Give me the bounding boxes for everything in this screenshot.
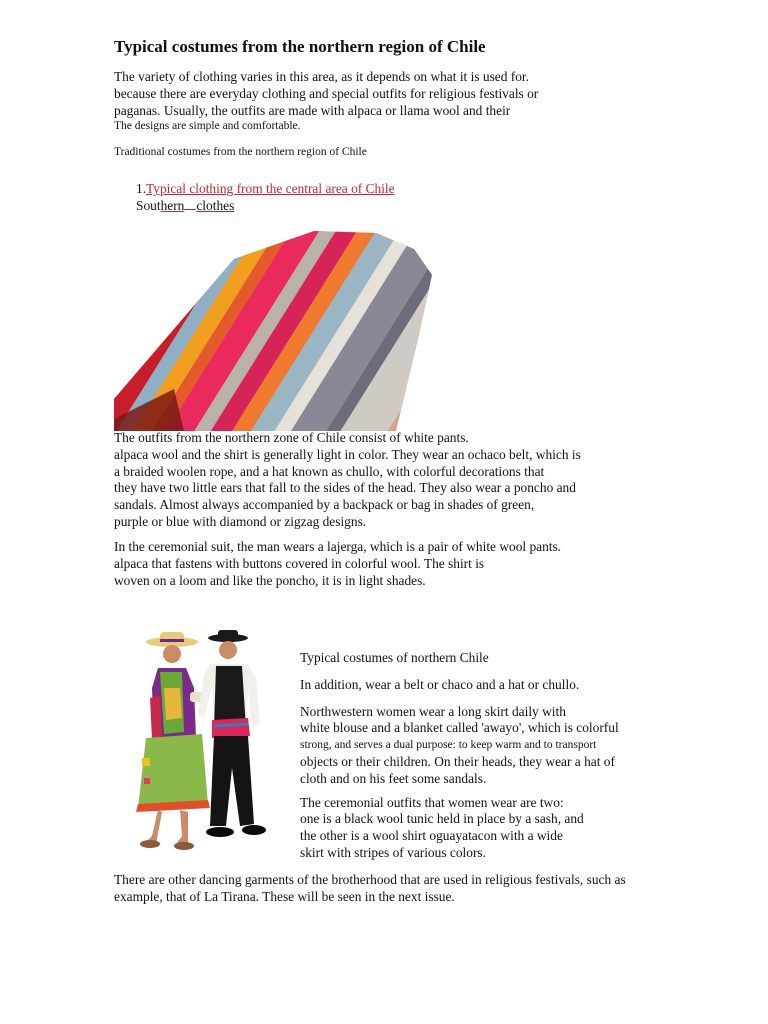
ceremonial-paragraph <box>114 539 714 589</box>
paragraph-line: white blouse and a blanket called 'awayo', which is colorful <box>300 720 619 736</box>
southern-clothes-link-part[interactable]: clothes <box>196 198 235 213</box>
paragraph-line: one is a black wool tunic held in place by a sash, and <box>300 811 584 827</box>
woman-figure <box>136 632 210 850</box>
intro-paragraph <box>114 69 674 133</box>
paragraph-line: Northwestern women wear a long skirt daily with <box>300 703 566 719</box>
intro-line: because there are everyday clothing and special outfits for religious festivals or <box>114 85 539 101</box>
link-list <box>136 180 395 214</box>
right-column-heading: Typical costumes of northern Chile <box>300 650 489 665</box>
paragraph-line: skirt with stripes of various colors. <box>300 844 486 860</box>
paragraph-line: the other is a wool shirt oguayatacon with a wide <box>300 828 563 844</box>
paragraph-line: There are other dancing garments of the brotherhood that are used in religious festivals, such as <box>114 872 626 887</box>
paragraph-line: objects or their children. On their heads, they wear a hat of <box>300 753 615 769</box>
northern-outfit-paragraph <box>114 430 714 531</box>
paragraph-line: woven on a loom and like the poncho, it is in light shades. <box>114 572 426 588</box>
intro-line: The variety of clothing varies in this area, as it depends on what it is used for. <box>114 69 530 84</box>
striped-textile-image <box>114 229 434 431</box>
paragraph-line: they have two little ears that fall to the sides of the head. They also wear a poncho and <box>114 480 576 496</box>
paragraph-line: strong, and serves a dual purpose: to keep warm and to transport <box>300 739 597 752</box>
belt-sentence: In addition, wear a belt or chaco and a hat or chullo. <box>300 676 580 692</box>
list-item <box>136 180 395 197</box>
dancing-couple-image <box>124 628 284 852</box>
paragraph-line: alpaca that fastens with buttons covered in colorful wool. The shirt is <box>114 555 485 571</box>
closing-paragraph <box>114 872 734 906</box>
list-item[interactable] <box>136 197 395 214</box>
intro-small-line: The designs are simple and comfortable. <box>114 120 301 133</box>
paragraph-line: cloth and on his feet some sandals. <box>300 770 487 786</box>
paragraph-line: sandals. Almost always accompanied by a backpack or bag in shades of green, <box>114 497 535 513</box>
intro-line: paganas. Usually, the outfits are made with alpaca or llama wool and their <box>114 102 511 118</box>
paragraph-line: In the ceremonial suit, the man wears a lajerga, which is a pair of white wool pants. <box>114 539 562 554</box>
paragraph-line: a braided woolen rope, and a hat known as chullo, with colorful decorations that <box>114 463 545 479</box>
southern-clothes-link-part[interactable]: Sout <box>136 198 161 213</box>
paragraph-line: example, that of La Tirana. These will be seen in the next issue. <box>114 888 455 904</box>
central-clothing-link[interactable]: Typical clothing from the central area of Chile <box>146 181 395 196</box>
section-caption: Traditional costumes from the northern region of Chile <box>114 146 367 158</box>
right-column-text <box>300 650 660 862</box>
southern-clothes-link-part[interactable]: hern <box>160 198 185 213</box>
paragraph-line: purple or blue with diamond or zigzag designs. <box>114 513 367 529</box>
list-number: 1. <box>136 181 147 196</box>
paragraph-line: The ceremonial outfits that women wear are two: <box>300 794 564 810</box>
paragraph-line: The outfits from the northern zone of Chile consist of white pants. <box>114 430 469 445</box>
link-underline-gap <box>184 197 196 210</box>
paragraph-line: alpaca wool and the shirt is generally light in color. They wear an ochaco belt, which is <box>114 446 581 462</box>
page-title: Typical costumes from the northern region of Chile <box>114 37 486 56</box>
